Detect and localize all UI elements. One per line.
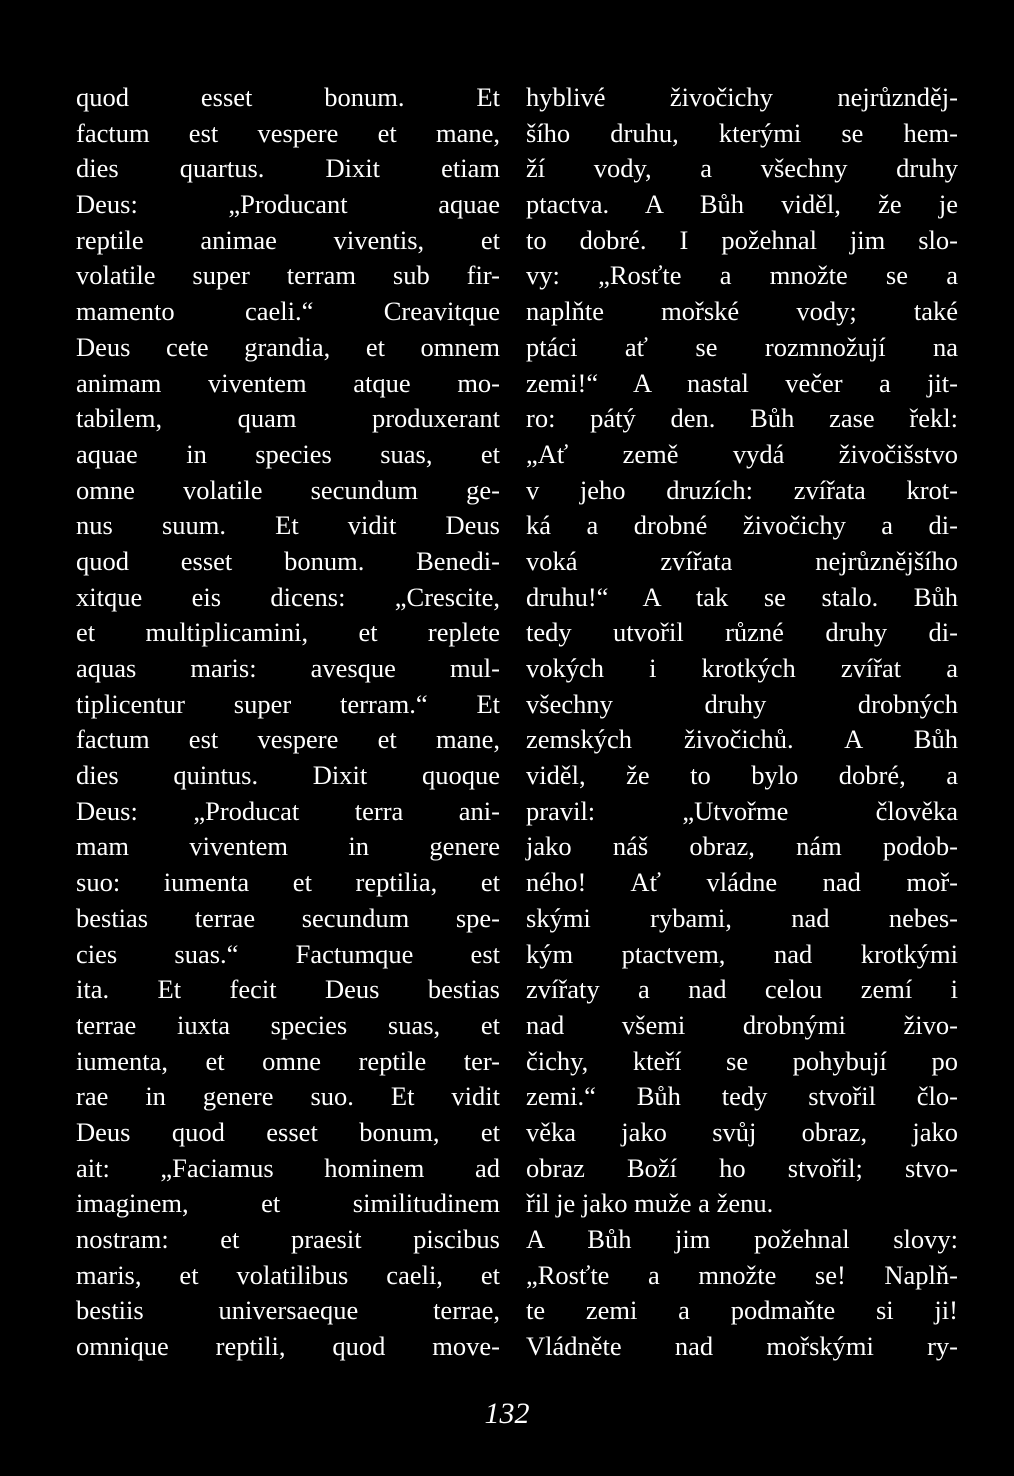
page-number: 132 (484, 1397, 530, 1430)
latin-line: Deus quod esset bonum, et (76, 1116, 500, 1147)
czech-line: A Bůh jim požehnal slovy: (526, 1224, 958, 1254)
latin-line: quod esset bonum. Benedi- (76, 545, 500, 576)
latin-column (76, 80, 500, 1365)
latin-line: omnique reptili, quod move- (76, 1331, 500, 1362)
czech-line: hyblivé živočichy nejrůznděj- (526, 82, 958, 112)
latin-line: mamento caeli.“ Creavitque (76, 296, 500, 327)
latin-line: Deus: „Producant aquae (76, 189, 500, 220)
czech-line: věka jako svůj obraz, jako (526, 1116, 958, 1147)
czech-line: šího druhu, kterými se hem- (526, 117, 958, 148)
latin-line: terrae iuxta species suas, et (76, 1009, 500, 1040)
latin-line: Deus: „Producat terra ani- (76, 795, 500, 826)
czech-line: jako náš obraz, nám podob- (526, 831, 958, 862)
latin-line: quod esset bonum. Et (76, 82, 500, 112)
latin-line: maris, et volatilibus caeli, et (76, 1259, 500, 1290)
czech-line: všechny druhy drobných (526, 688, 958, 719)
latin-line: iumenta, et omne reptile ter- (76, 1045, 500, 1076)
latin-line: volatile super terram sub fir- (76, 260, 500, 291)
czech-line: tedy utvořil různé druhy di- (526, 617, 958, 648)
czech-line: zemských živočichů. A Bůh (526, 724, 958, 755)
latin-line: bestias terrae secundum spe- (76, 902, 500, 933)
latin-line: factum est vespere et mane, (76, 724, 500, 755)
latin-line: aquas maris: avesque mul- (76, 653, 500, 683)
czech-line: naplňte mořské vody; také (526, 296, 958, 327)
latin-line: rae in genere suo. Et vidit (76, 1081, 500, 1112)
czech-line: řil je jako muže a ženu. (526, 1188, 774, 1219)
czech-line: to dobré. I požehnal jim slo- (526, 224, 958, 255)
latin-line: factum est vespere et mane, (76, 117, 500, 148)
czech-line: ptactva. A Bůh viděl, že je (526, 189, 958, 220)
czech-line: nad všemi drobnými živo- (526, 1009, 958, 1040)
latin-line: dies quartus. Dixit etiam (76, 153, 500, 184)
latin-line: bestiis universaeque terrae, (76, 1295, 500, 1326)
czech-line: viděl, že to bylo dobré, a (526, 760, 958, 791)
czech-line: ptáci ať se rozmnožují na (526, 331, 958, 362)
czech-line: obraz Boží ho stvořil; stvo- (526, 1152, 958, 1183)
czech-line: druhu!“ A tak se stalo. Bůh (526, 581, 958, 612)
czech-line: vokých i krotkých zvířat a (526, 653, 958, 683)
czech-line: ká a drobné živočichy a di- (526, 510, 958, 541)
czech-line: ro: pátý den. Bůh zase řekl: (526, 403, 958, 434)
czech-line: zvířaty a nad celou zemí i (526, 974, 958, 1005)
latin-line: aquae in species suas, et (76, 438, 500, 469)
czech-line: zemi!“ A nastal večer a jit- (526, 367, 958, 398)
czech-line: te zemi a podmaňte si ji! (526, 1295, 958, 1326)
czech-line: ného! Ať vládne nad moř- (526, 867, 958, 898)
latin-line: animam viventem atque mo- (76, 367, 500, 398)
latin-line: dies quintus. Dixit quoque (76, 760, 500, 791)
latin-line: xitque eis dicens: „Crescite, (76, 581, 500, 612)
latin-line: et multiplicamini, et replete (76, 617, 500, 648)
czech-line: pravil: „Utvořme člověka (526, 795, 958, 826)
czech-line: čichy, kteří se pohybují po (526, 1045, 958, 1076)
latin-line: tabilem, quam produxerant (76, 403, 500, 434)
latin-line: nus suum. Et vidit Deus (76, 510, 500, 541)
czech-line: v jeho druzích: zvířata krot- (526, 474, 958, 505)
czech-column (526, 80, 958, 1365)
czech-line: voká zvířata nejrůznějšího (526, 545, 958, 576)
latin-line: Deus cete grandia, et omnem (76, 331, 500, 362)
latin-line: imaginem, et similitudinem (76, 1188, 500, 1219)
latin-line: omne volatile secundum ge- (76, 474, 500, 505)
czech-line: kým ptactvem, nad krotkými (526, 938, 958, 969)
latin-line: reptile animae viventis, et (76, 224, 500, 255)
czech-line: zemi.“ Bůh tedy stvořil člo- (526, 1081, 958, 1112)
latin-line: nostram: et praesit piscibus (76, 1224, 500, 1254)
czech-line: ží vody, a všechny druhy (526, 153, 958, 184)
latin-line: cies suas.“ Factumque est (76, 938, 500, 969)
latin-line: mam viventem in genere (76, 831, 500, 862)
latin-line: ita. Et fecit Deus bestias (76, 974, 500, 1005)
czech-line: skými rybami, nad nebes- (526, 902, 958, 933)
czech-line: Vládněte nad mořskými ry- (526, 1331, 958, 1362)
czech-line: vy: „Rosťte a množte se a (526, 260, 958, 291)
latin-line: tiplicentur super terram.“ Et (76, 688, 500, 719)
latin-line: suo: iumenta et reptilia, et (76, 867, 500, 898)
latin-line: ait: „Faciamus hominem ad (76, 1152, 500, 1183)
czech-line: „Rosťte a množte se! Naplň- (526, 1259, 958, 1290)
czech-line: „Ať země vydá živočišstvo (526, 438, 958, 469)
